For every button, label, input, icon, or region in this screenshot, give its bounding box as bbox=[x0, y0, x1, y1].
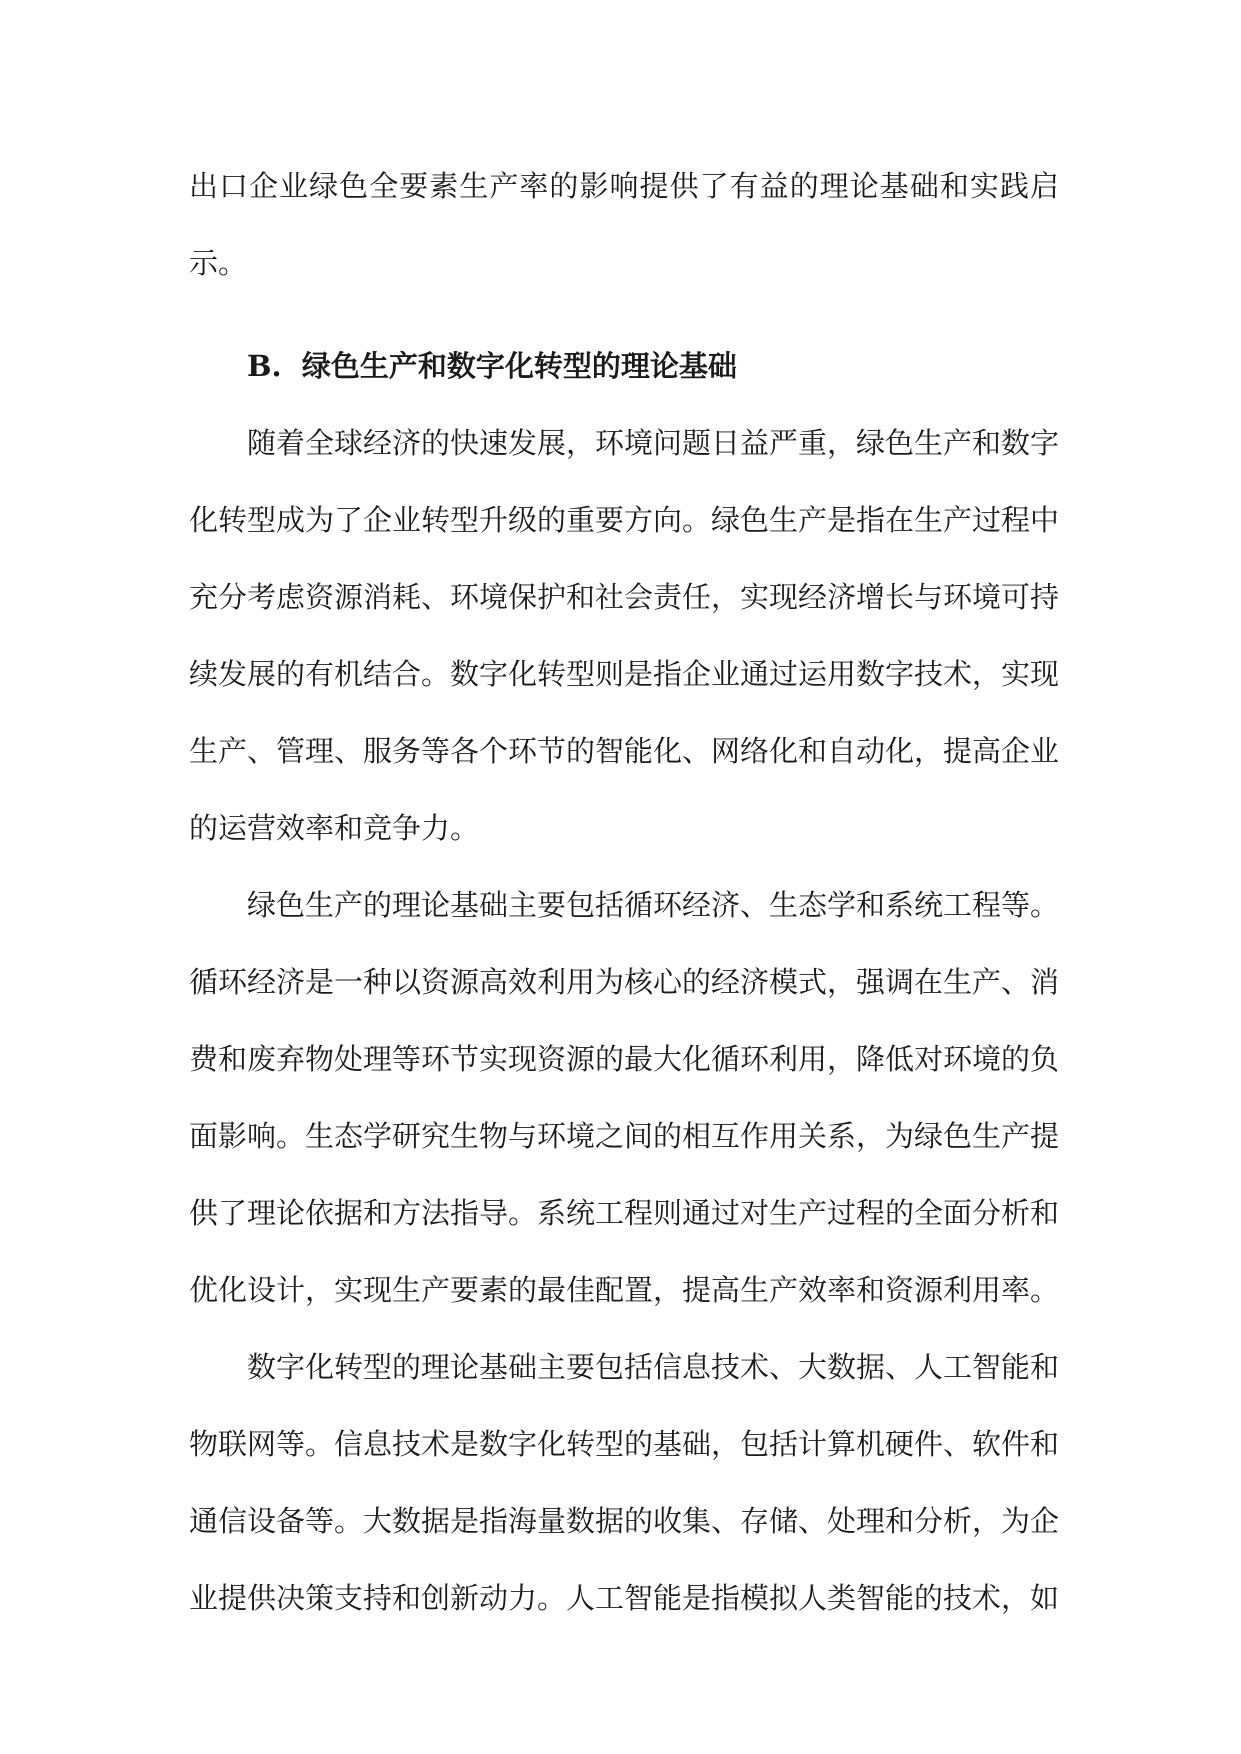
continued-paragraph: 出口企业绿色全要素生产率的影响提供了有益的理论基础和实践启示。 bbox=[189, 169, 1059, 280]
document-body bbox=[189, 148, 1059, 1637]
paragraph-intro: 随着全球经济的快速发展，环境问题日益严重，绿色生产和数字化转型成为了企业转型升级的重要方向。绿色生产是指在生产过程中充分考虑资源消耗、环境保护和社会责任，实现经济增长与环境可持续发展的有机结合。数字化转型则是指企业通过运用数字技术，实现生产、管理、服务等各个环节的智能化、网络化和自动化，提高企业的运营效率和竞争力。 bbox=[189, 426, 1060, 845]
paragraph-digital-transformation: 数字化转型的理论基础主要包括信息技术、大数据、人工智能和物联网等。信息技术是数字化转型的基础，包括计算机硬件、软件和通信设备等。大数据是指海量数据的收集、存储、处理和分析，为企业提供决策支持和创新动力。人工智能是指模拟人类智能的技术，如 bbox=[189, 1350, 1060, 1615]
paragraph-green-production: 绿色生产的理论基础主要包括循环经济、生态学和系统工程等。循环经济是一种以资源高效利用为核心的经济模式，强调在生产、消费和废弃物处理等环节实现资源的最大化循环利用，降低对环境的负面影响。生态学研究生物与环境之间的相互作用关系，为绿色生产提供了理论依据和方法指导。系统工程则通过对生产过程的全面分析和优化设计，实现生产要素的最佳配置，提高生产效率和资源利用率。 bbox=[189, 888, 1060, 1307]
section-label: B. bbox=[247, 349, 282, 383]
section-heading bbox=[189, 328, 1059, 405]
section-title: 绿色生产和数字化转型的理论基础 bbox=[301, 349, 737, 383]
section-gap bbox=[189, 302, 1059, 328]
